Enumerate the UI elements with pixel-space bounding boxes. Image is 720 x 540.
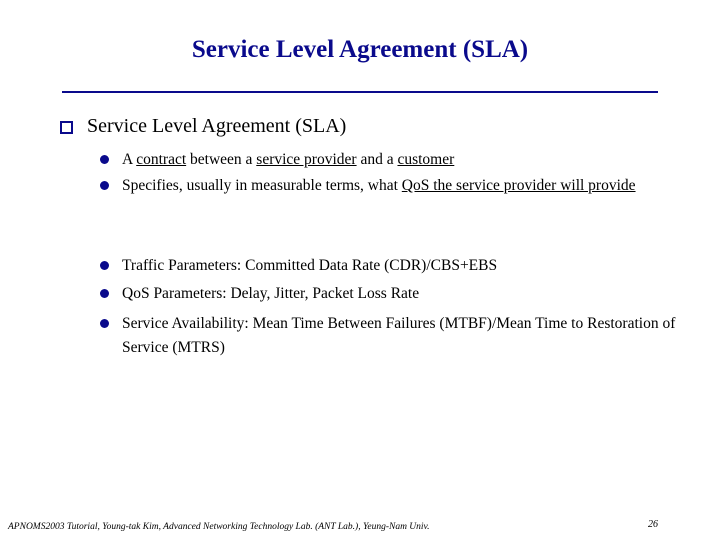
bullet-contract (100, 148, 680, 172)
main-bullet-text: Service Level Agreement (SLA) (87, 115, 347, 137)
round-bullet-icon (100, 261, 109, 270)
title-divider (62, 91, 658, 93)
round-bullet-icon (100, 155, 109, 164)
round-bullet-icon (100, 181, 109, 190)
underlined-term: QoS the service provider will provide (401, 177, 636, 194)
round-bullet-icon (100, 289, 109, 298)
bullet-text: A contract between a service provider and a customer (122, 151, 455, 168)
round-bullet-icon (100, 319, 109, 328)
bullet-text: Specifies, usually in measurable terms, what QoS the service provider will provide (122, 177, 636, 194)
bullet-service-availability (100, 312, 680, 360)
bullet-qos-parameters (100, 282, 680, 306)
underlined-term: service provider (256, 151, 357, 168)
page-number: 26 (648, 519, 658, 530)
bullet-text: QoS Parameters: Delay, Jitter, Packet Loss Rate (122, 285, 420, 302)
main-bullet (60, 115, 346, 138)
square-bullet-icon (60, 121, 73, 134)
bullet-text: Traffic Parameters: Committed Data Rate (CDR)/CBS+EBS (122, 257, 498, 274)
underlined-term: contract (136, 151, 187, 168)
underlined-term: customer (397, 151, 455, 168)
footer-text: APNOMS2003 Tutorial, Young-tak Kim, Advanced Networking Technology Lab. (ANT Lab.), Yeung-Nam Univ. (8, 522, 430, 532)
bullet-traffic-parameters (100, 254, 680, 278)
slide-title: Service Level Agreement (SLA) (191, 36, 529, 63)
bullet-text: Service Availability: Mean Time Between Failures (MTBF)/Mean Time to Restoration of Service (MTRS) (122, 315, 676, 356)
bullet-specifies (100, 174, 680, 198)
